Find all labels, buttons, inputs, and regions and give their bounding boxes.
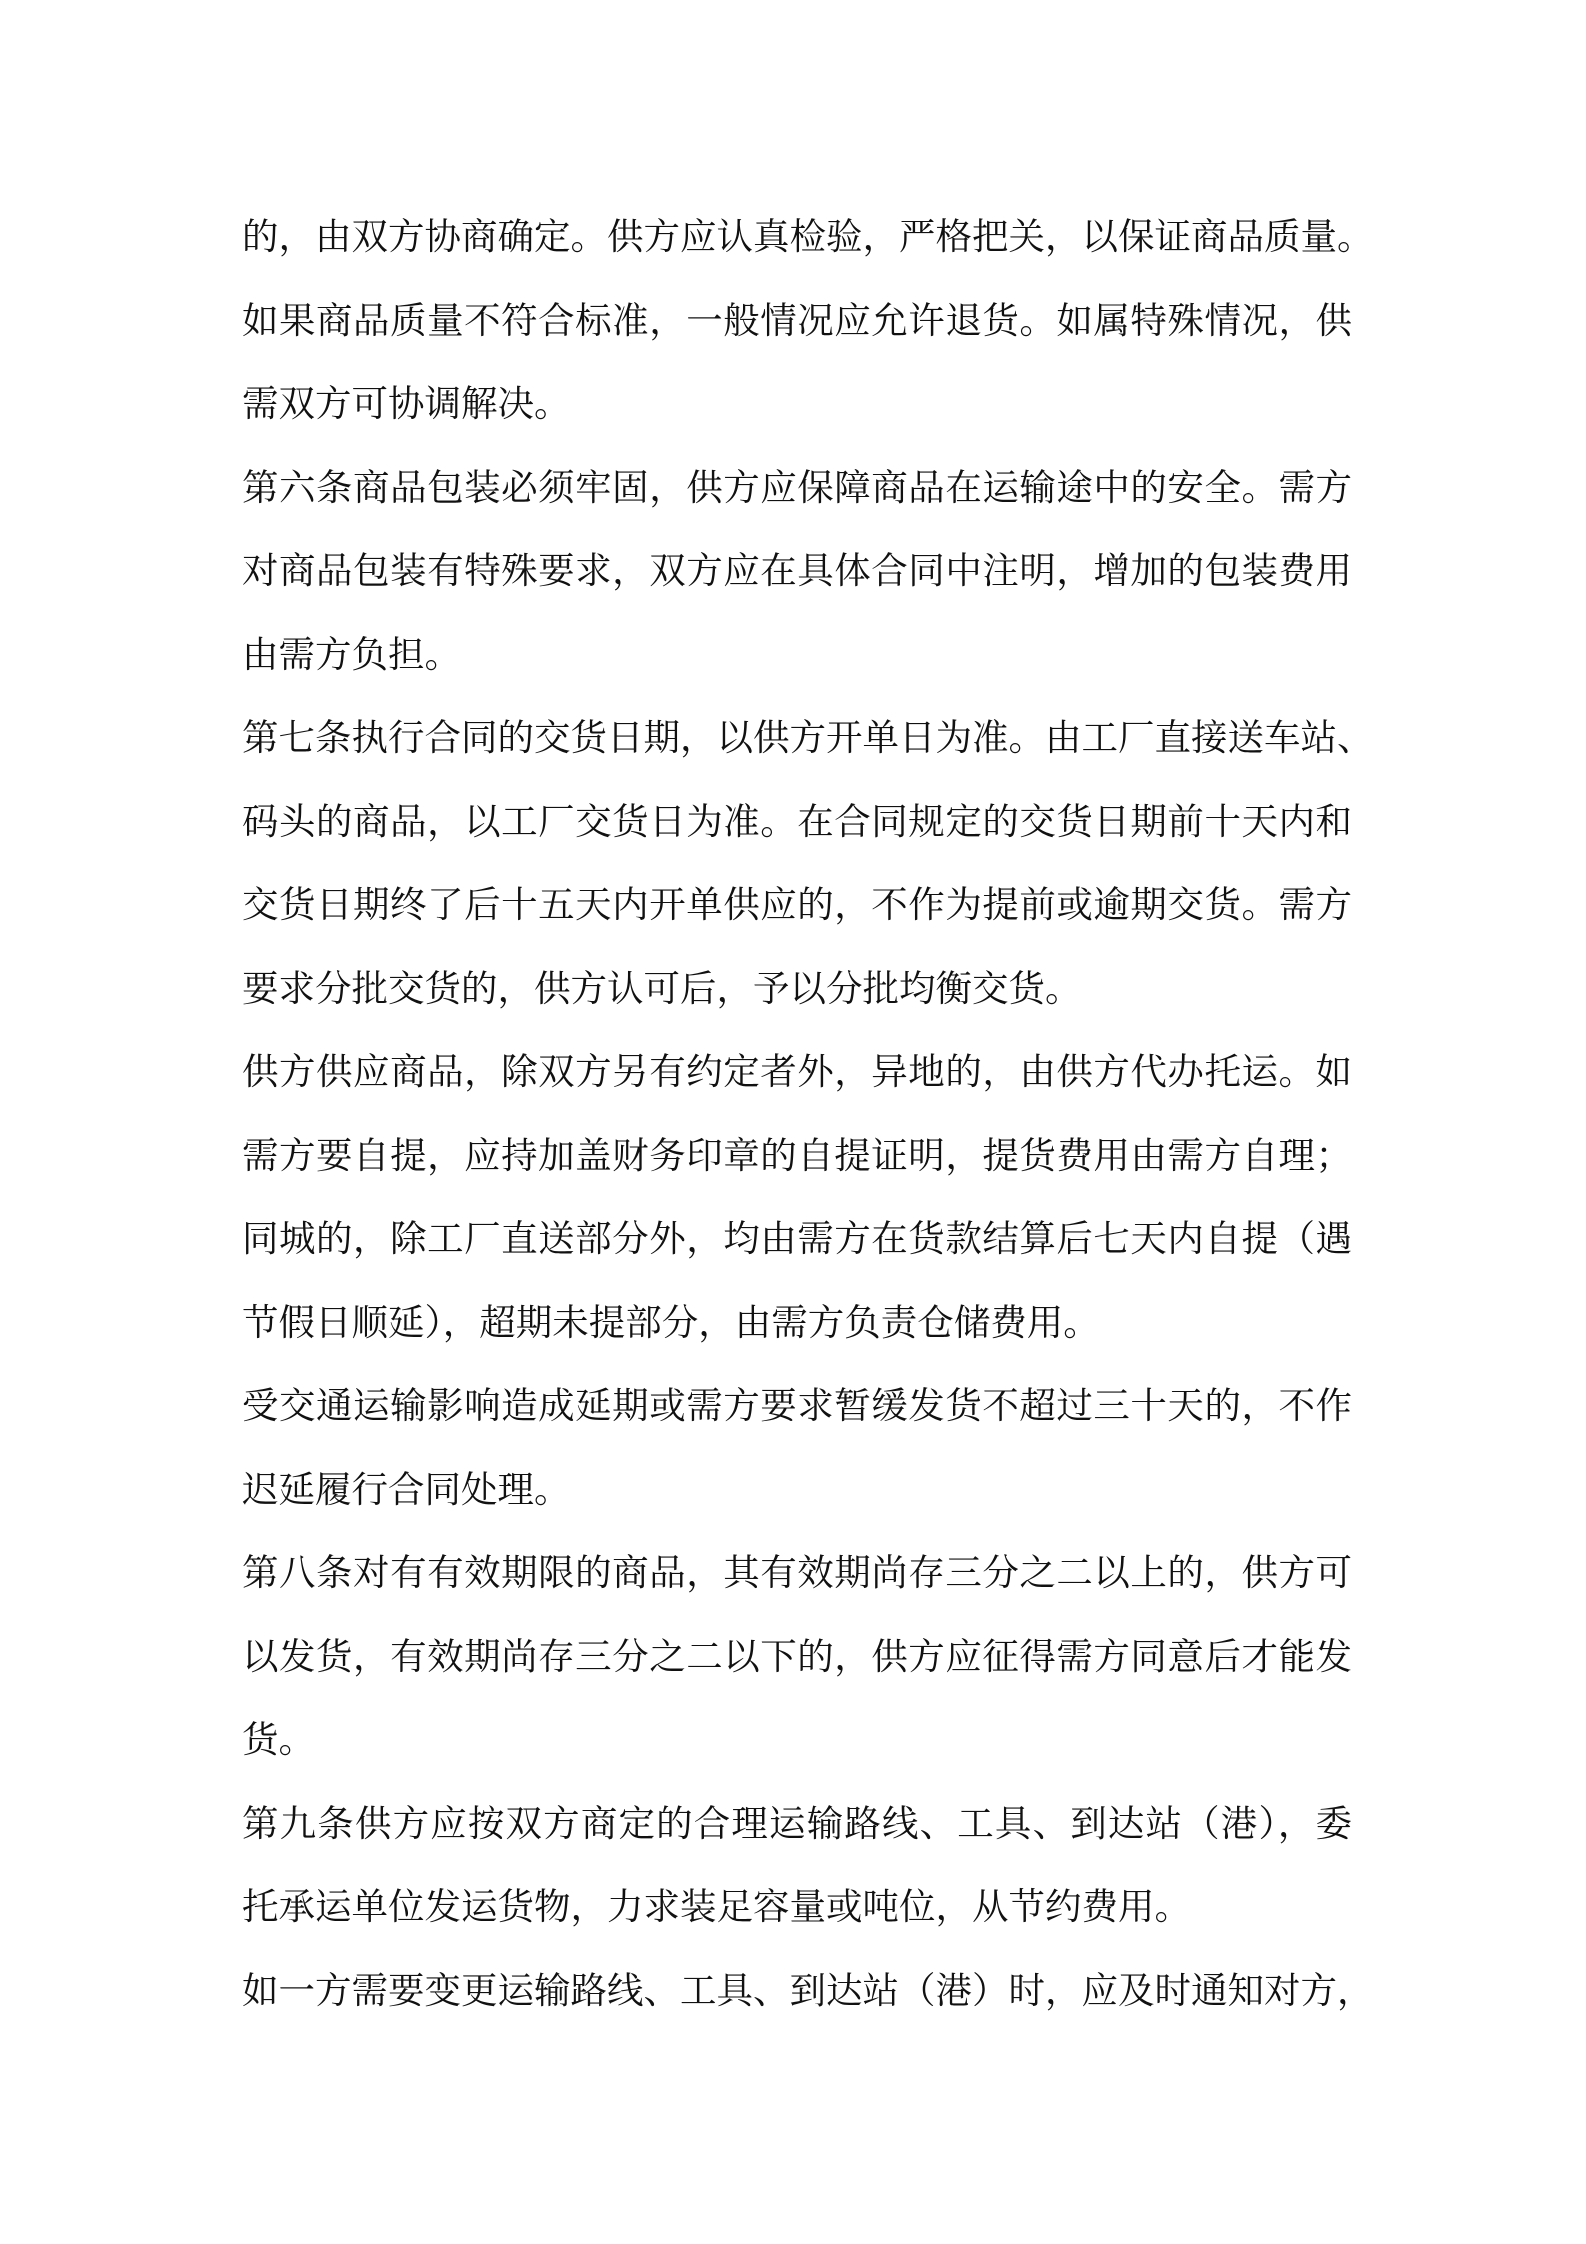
text-line: 由需方负担。 — [242, 632, 461, 676]
text-line: 需方要自提，应持加盖财务印章的自提证明，提货费用由需方自理； — [242, 1133, 1352, 1177]
text-line: 第六条商品包装必须牢固，供方应保障商品在运输途中的安全。需方 — [242, 465, 1352, 509]
text-line: 供方供应商品，除双方另有约定者外，异地的，由供方代办托运。如 — [242, 1050, 1352, 1093]
text-line: 以发货，有效期尚存三分之二以下的，供方应征得需方同意后才能发 — [242, 1634, 1352, 1678]
text-line: 需双方可协调解决。 — [242, 382, 571, 425]
text-line: 要求分批交货的，供方认可后，予以分批均衡交货。 — [242, 966, 1082, 1010]
text-line: 的，由双方协商确定。供方应认真检验，严格把关，以保证商品质量。 — [242, 215, 1374, 258]
text-line: 受交通运输影响造成延期或需方要求暂缓发货不超过三十天的，不作 — [242, 1384, 1352, 1427]
text-line: 第八条对有有效期限的商品，其有效期尚存三分之二以上的，供方可 — [242, 1551, 1352, 1594]
text-line: 码头的商品，以工厂交货日为准。在合同规定的交货日期前十天内和 — [242, 799, 1352, 843]
text-line: 对商品包装有特殊要求，双方应在具体合同中注明，增加的包装费用 — [242, 549, 1352, 592]
text-line: 第七条执行合同的交货日期，以供方开单日为准。由工厂直接送车站、 — [242, 716, 1374, 759]
text-line: 迟延履行合同处理。 — [242, 1467, 571, 1511]
text-line: 同城的，除工厂直送部分外，均由需方在货款结算后七天内自提（遇 — [242, 1217, 1352, 1260]
text-line: 如果商品质量不符合标准，一般情况应允许退货。如属特殊情况，供 — [242, 298, 1352, 342]
text-line: 如一方需要变更运输路线、工具、到达站（港）时，应及时通知对方， — [242, 1968, 1374, 2012]
document-page — [242, 195, 1374, 2032]
text-line: 节假日顺延），超期未提部分，由需方负责仓储费用。 — [242, 1300, 1100, 1344]
text-line: 货。 — [242, 1718, 315, 1761]
text-line: 交货日期终了后十五天内开单供应的，不作为提前或逾期交货。需方 — [242, 883, 1352, 926]
text-line: 第九条供方应按双方商定的合理运输路线、工具、到达站（港），委 — [242, 1801, 1352, 1845]
text-line: 托承运单位发运货物，力求装足容量或吨位，从节约费用。 — [242, 1885, 1191, 1928]
